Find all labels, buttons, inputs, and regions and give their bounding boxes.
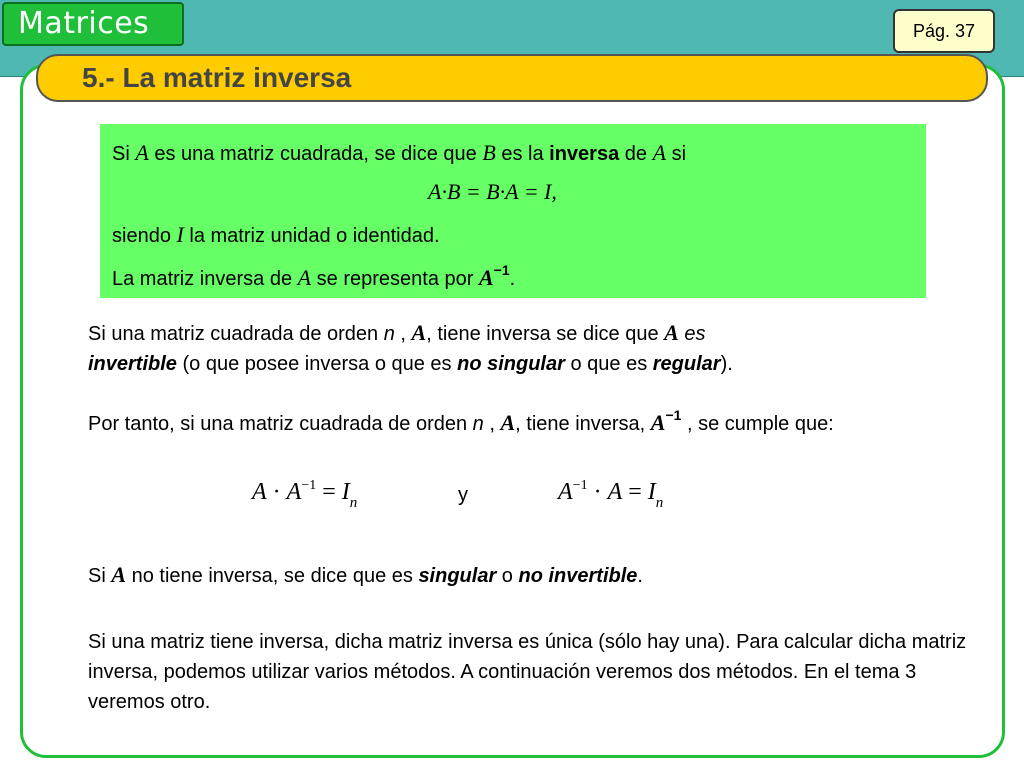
app-title: Matrices bbox=[18, 6, 150, 41]
text: . bbox=[637, 565, 643, 587]
math-symbol: A bbox=[652, 140, 667, 165]
operator: = bbox=[622, 479, 648, 505]
superscript: −1 bbox=[493, 262, 510, 278]
section-title: 5.- La matriz inversa bbox=[82, 62, 352, 93]
math-symbol: A bbox=[607, 479, 623, 505]
equation-left bbox=[252, 478, 357, 512]
superscript: −1 bbox=[301, 478, 317, 493]
equation-right bbox=[558, 478, 663, 512]
math-symbol: A bbox=[135, 140, 149, 165]
operator: = bbox=[316, 479, 342, 505]
text: , se cumple que: bbox=[681, 413, 834, 435]
text: si bbox=[666, 143, 687, 165]
paragraph-property bbox=[88, 400, 978, 439]
term-no-invertible: no invertible bbox=[518, 565, 638, 587]
app-title-tab bbox=[2, 2, 184, 46]
text: es bbox=[678, 323, 706, 345]
math-symbol: A bbox=[650, 410, 666, 435]
math-symbol: I bbox=[176, 222, 184, 247]
math-symbol: B bbox=[482, 140, 496, 165]
math-symbol: A bbox=[500, 410, 516, 435]
math-symbol: I bbox=[647, 479, 656, 505]
paragraph-invertible bbox=[88, 318, 978, 379]
math-symbol: A bbox=[252, 479, 267, 505]
text: Si una matriz cuadrada de orden bbox=[88, 323, 384, 345]
math-symbol: n bbox=[383, 323, 395, 345]
text: , tiene inversa se dice que bbox=[426, 323, 665, 345]
math-symbol: A bbox=[478, 265, 494, 290]
text: la matriz unidad o identidad. bbox=[183, 225, 440, 247]
math-symbol: n bbox=[472, 413, 484, 435]
term-singular: singular bbox=[418, 565, 497, 587]
subscript: n bbox=[655, 495, 664, 511]
math-symbol: A bbox=[286, 479, 302, 505]
text: es una matriz cuadrada, se dice que bbox=[148, 143, 483, 165]
superscript: −1 bbox=[665, 407, 682, 423]
equation-conjunction: y bbox=[458, 484, 468, 506]
text: o que es bbox=[564, 353, 653, 375]
definition-line-3 bbox=[112, 222, 440, 248]
text: es la bbox=[495, 143, 550, 165]
definition-formula bbox=[428, 179, 557, 205]
section-title-bar bbox=[36, 54, 988, 102]
term-inversa: inversa bbox=[549, 143, 620, 165]
text: , bbox=[483, 413, 501, 435]
text: ). bbox=[720, 353, 733, 375]
definition-line-1 bbox=[112, 140, 686, 166]
text: , tiene inversa, bbox=[515, 413, 651, 435]
operator: · bbox=[266, 479, 287, 505]
math-symbol: I bbox=[341, 479, 350, 505]
term-no-singular: no singular bbox=[457, 353, 565, 375]
term-regular: regular bbox=[652, 353, 721, 375]
math-symbol: A bbox=[111, 562, 127, 587]
text: se representa por bbox=[311, 268, 479, 290]
term-invertible: invertible bbox=[88, 353, 177, 375]
definition-box bbox=[100, 124, 926, 298]
text: La matriz inversa de bbox=[112, 268, 298, 290]
paragraph-uniqueness: Si una matriz tiene inversa, dicha matriz inversa es única (sólo hay una). Para calcular dicha matriz inversa, podemos utilizar varios métodos. A continuación veremos dos métodos. En el tema 3 veremos otro. bbox=[88, 631, 967, 713]
formula-text: A·B = B·A = I, bbox=[428, 179, 557, 204]
text: , bbox=[394, 323, 412, 345]
math-symbol: A bbox=[558, 479, 573, 505]
text: Si bbox=[112, 143, 136, 165]
math-symbol: A bbox=[297, 265, 312, 290]
subscript: n bbox=[349, 495, 358, 511]
text: o bbox=[496, 565, 519, 587]
text: no tiene inversa, se dice que es bbox=[126, 565, 419, 587]
paragraph-singular bbox=[88, 560, 978, 591]
text: . bbox=[509, 268, 516, 290]
math-symbol: A bbox=[411, 320, 427, 345]
text: Si bbox=[88, 565, 112, 587]
page-number-badge: Pág. 37 bbox=[893, 9, 995, 53]
text: (o que posee inversa o que es bbox=[176, 353, 458, 375]
definition-line-4 bbox=[112, 262, 515, 291]
superscript: −1 bbox=[572, 478, 588, 493]
text: Por tanto, si una matriz cuadrada de orden bbox=[88, 413, 473, 435]
text: siendo bbox=[112, 225, 177, 247]
operator: · bbox=[587, 479, 608, 505]
math-symbol: A bbox=[664, 320, 679, 345]
text: de bbox=[619, 143, 653, 165]
